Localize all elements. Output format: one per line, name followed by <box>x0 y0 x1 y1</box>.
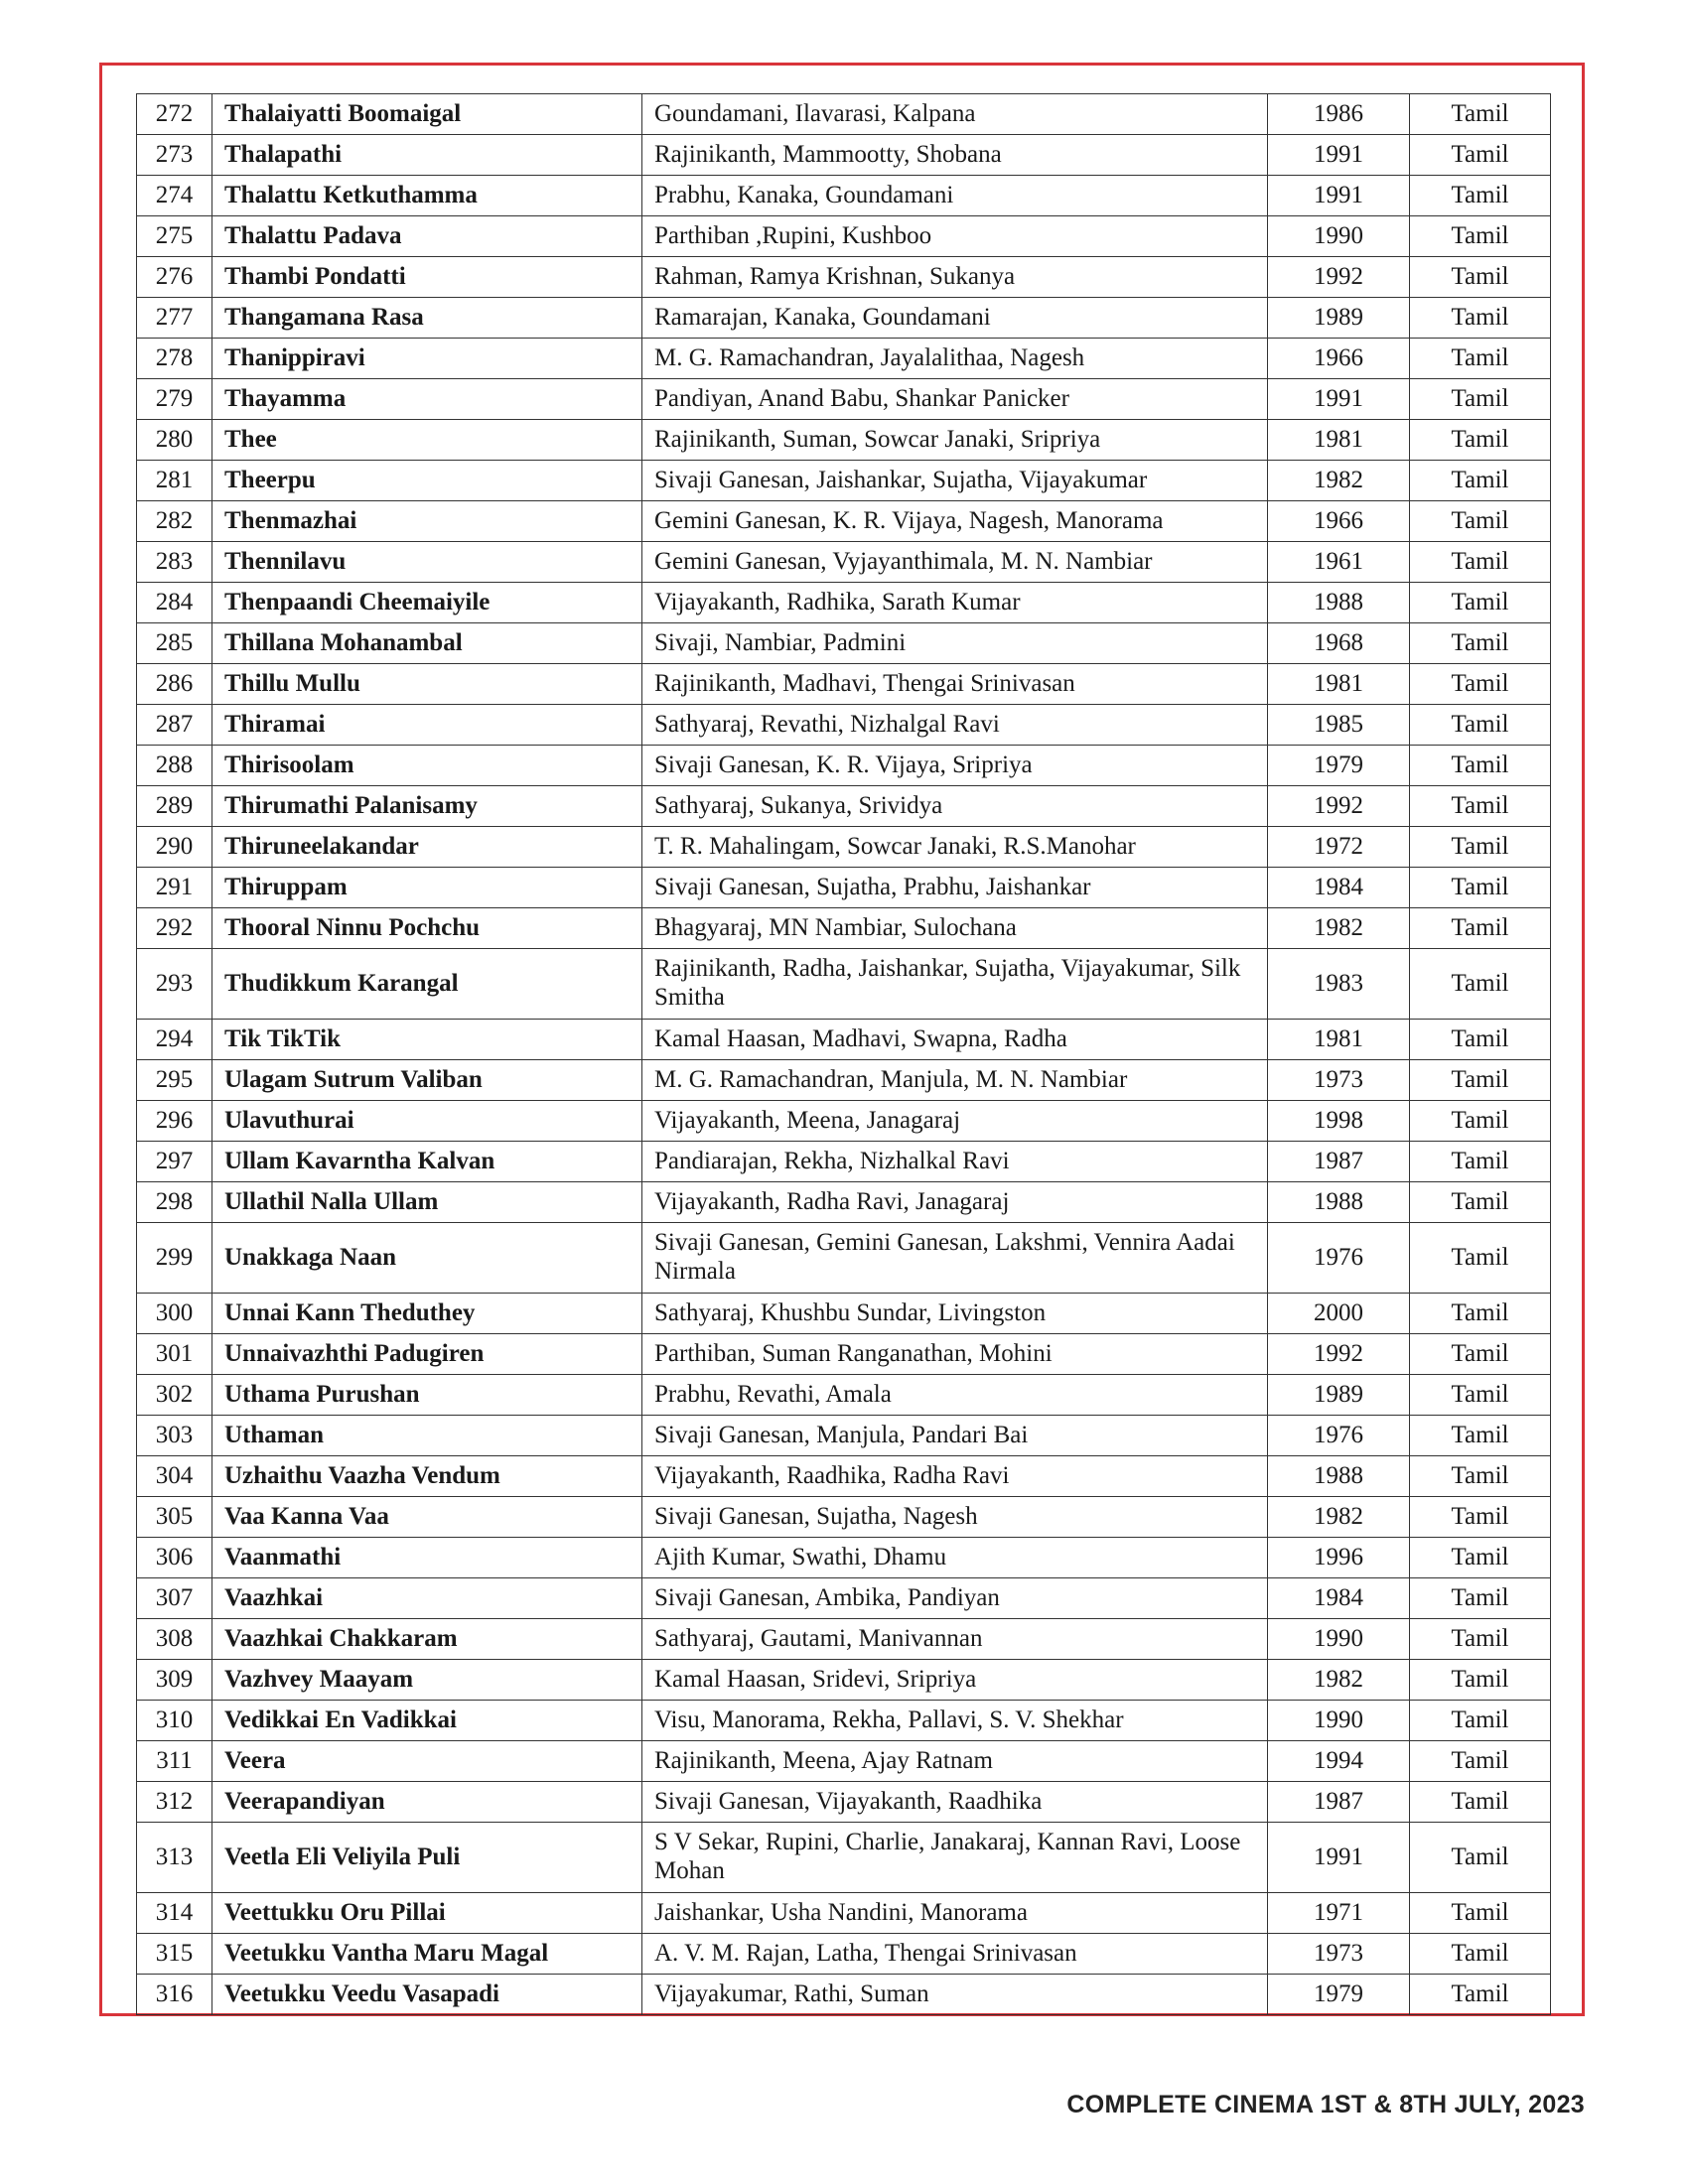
film-title-cell: Veera <box>212 1741 642 1782</box>
film-language-cell: Tamil <box>1410 1660 1551 1701</box>
film-year-cell: 1984 <box>1268 868 1410 908</box>
film-cast-cell: Sathyaraj, Khushbu Sundar, Livingston <box>642 1294 1268 1334</box>
table-row <box>137 501 1551 542</box>
film-cast-cell: Vijayakanth, Meena, Janagaraj <box>642 1101 1268 1142</box>
table-row <box>137 1060 1551 1101</box>
film-year-cell: 1979 <box>1268 746 1410 786</box>
film-cast-cell: Prabhu, Kanaka, Goundamani <box>642 176 1268 216</box>
film-language-cell: Tamil <box>1410 501 1551 542</box>
film-language-cell: Tamil <box>1410 1893 1551 1934</box>
film-title-cell: Thenpaandi Cheemaiyile <box>212 583 642 623</box>
table-row <box>137 216 1551 257</box>
film-language-cell: Tamil <box>1410 1497 1551 1538</box>
film-language-cell: Tamil <box>1410 827 1551 868</box>
table-row <box>137 1893 1551 1934</box>
film-title-cell: Vaa Kanna Vaa <box>212 1497 642 1538</box>
table-row <box>137 1660 1551 1701</box>
table-row <box>137 786 1551 827</box>
film-language-cell: Tamil <box>1410 542 1551 583</box>
film-language-cell: Tamil <box>1410 868 1551 908</box>
table-row <box>137 135 1551 176</box>
film-number-cell: 304 <box>137 1456 212 1497</box>
film-title-cell: Ullathil Nalla Ullam <box>212 1182 642 1223</box>
film-year-cell: 1992 <box>1268 1334 1410 1375</box>
table-row <box>137 1975 1551 2015</box>
film-cast-cell: T. R. Mahalingam, Sowcar Janaki, R.S.Manohar <box>642 827 1268 868</box>
film-number-cell: 297 <box>137 1142 212 1182</box>
film-title-cell: Thirisoolam <box>212 746 642 786</box>
film-cast-cell: M. G. Ramachandran, Manjula, M. N. Nambiar <box>642 1060 1268 1101</box>
film-year-cell: 1998 <box>1268 1101 1410 1142</box>
table-row <box>137 827 1551 868</box>
film-number-cell: 308 <box>137 1619 212 1660</box>
film-title-cell: Unnai Kann Theduthey <box>212 1294 642 1334</box>
film-year-cell: 1982 <box>1268 1660 1410 1701</box>
film-number-cell: 306 <box>137 1538 212 1578</box>
table-row <box>137 1223 1551 1294</box>
film-cast-cell: Rajinikanth, Madhavi, Thengai Srinivasan <box>642 664 1268 705</box>
table-row <box>137 908 1551 949</box>
film-language-cell: Tamil <box>1410 216 1551 257</box>
film-language-cell: Tamil <box>1410 1782 1551 1823</box>
table-row <box>137 1334 1551 1375</box>
table-row <box>137 298 1551 339</box>
table-row <box>137 746 1551 786</box>
film-year-cell: 1982 <box>1268 461 1410 501</box>
film-number-cell: 316 <box>137 1975 212 2015</box>
table-row <box>137 949 1551 1020</box>
film-title-cell: Thalattu Padava <box>212 216 642 257</box>
film-year-cell: 1971 <box>1268 1893 1410 1934</box>
film-cast-cell: Rajinikanth, Suman, Sowcar Janaki, Sripriya <box>642 420 1268 461</box>
film-cast-cell: Ajith Kumar, Swathi, Dhamu <box>642 1538 1268 1578</box>
film-list-body <box>137 94 1551 2015</box>
film-year-cell: 1987 <box>1268 1782 1410 1823</box>
film-number-cell: 280 <box>137 420 212 461</box>
film-cast-cell: Parthiban, Suman Ranganathan, Mohini <box>642 1334 1268 1375</box>
table-row <box>137 705 1551 746</box>
film-title-cell: Thambi Pondatti <box>212 257 642 298</box>
film-language-cell: Tamil <box>1410 1223 1551 1294</box>
film-year-cell: 1991 <box>1268 379 1410 420</box>
film-language-cell: Tamil <box>1410 1538 1551 1578</box>
film-title-cell: Thenmazhai <box>212 501 642 542</box>
table-row <box>137 1101 1551 1142</box>
film-cast-cell: Sivaji Ganesan, Sujatha, Prabhu, Jaishankar <box>642 868 1268 908</box>
film-title-cell: Thalattu Ketkuthamma <box>212 176 642 216</box>
film-year-cell: 1968 <box>1268 623 1410 664</box>
film-language-cell: Tamil <box>1410 583 1551 623</box>
film-cast-cell: Sivaji Ganesan, Jaishankar, Sujatha, Vijayakumar <box>642 461 1268 501</box>
film-cast-cell: Sivaji Ganesan, Manjula, Pandari Bai <box>642 1416 1268 1456</box>
film-year-cell: 1992 <box>1268 257 1410 298</box>
film-number-cell: 295 <box>137 1060 212 1101</box>
film-number-cell: 313 <box>137 1823 212 1893</box>
film-number-cell: 299 <box>137 1223 212 1294</box>
film-language-cell: Tamil <box>1410 705 1551 746</box>
table-row <box>137 623 1551 664</box>
film-language-cell: Tamil <box>1410 786 1551 827</box>
table-row <box>137 1142 1551 1182</box>
film-number-cell: 315 <box>137 1934 212 1975</box>
film-year-cell: 1990 <box>1268 1701 1410 1741</box>
film-number-cell: 283 <box>137 542 212 583</box>
film-cast-cell: Pandiarajan, Rekha, Nizhalkal Ravi <box>642 1142 1268 1182</box>
film-title-cell: Vazhvey Maayam <box>212 1660 642 1701</box>
film-title-cell: Thee <box>212 420 642 461</box>
film-cast-cell: Bhagyaraj, MN Nambiar, Sulochana <box>642 908 1268 949</box>
film-language-cell: Tamil <box>1410 1020 1551 1060</box>
film-title-cell: Veetukku Vantha Maru Magal <box>212 1934 642 1975</box>
film-title-cell: Uzhaithu Vaazha Vendum <box>212 1456 642 1497</box>
film-language-cell: Tamil <box>1410 135 1551 176</box>
film-list-table <box>136 93 1551 2015</box>
film-year-cell: 1981 <box>1268 1020 1410 1060</box>
film-year-cell: 1982 <box>1268 908 1410 949</box>
film-cast-cell: A. V. M. Rajan, Latha, Thengai Srinivasan <box>642 1934 1268 1975</box>
film-language-cell: Tamil <box>1410 746 1551 786</box>
film-title-cell: Thalapathi <box>212 135 642 176</box>
table-row <box>137 1934 1551 1975</box>
film-cast-cell: Sivaji Ganesan, Gemini Ganesan, Lakshmi, Vennira Aadai Nirmala <box>642 1223 1268 1294</box>
film-title-cell: Thanippiravi <box>212 339 642 379</box>
film-language-cell: Tamil <box>1410 1182 1551 1223</box>
film-title-cell: Thiruneelakandar <box>212 827 642 868</box>
footer-publication-line: COMPLETE CINEMA 1ST & 8TH JULY, 2023 <box>1066 2091 1585 2118</box>
film-year-cell: 1973 <box>1268 1060 1410 1101</box>
film-cast-cell: Vijayakanth, Radhika, Sarath Kumar <box>642 583 1268 623</box>
film-title-cell: Thalaiyatti Boomaigal <box>212 94 642 135</box>
film-number-cell: 312 <box>137 1782 212 1823</box>
film-cast-cell: Ramarajan, Kanaka, Goundamani <box>642 298 1268 339</box>
film-year-cell: 1982 <box>1268 1497 1410 1538</box>
film-year-cell: 1987 <box>1268 1142 1410 1182</box>
film-language-cell: Tamil <box>1410 176 1551 216</box>
film-cast-cell: Pandiyan, Anand Babu, Shankar Panicker <box>642 379 1268 420</box>
table-row <box>137 176 1551 216</box>
table-row <box>137 94 1551 135</box>
table-row <box>137 1619 1551 1660</box>
film-title-cell: Uthaman <box>212 1416 642 1456</box>
film-number-cell: 309 <box>137 1660 212 1701</box>
film-cast-cell: Kamal Haasan, Sridevi, Sripriya <box>642 1660 1268 1701</box>
film-cast-cell: Rajinikanth, Mammootty, Shobana <box>642 135 1268 176</box>
film-cast-cell: Rajinikanth, Radha, Jaishankar, Sujatha, Vijayakumar, Silk Smitha <box>642 949 1268 1020</box>
film-title-cell: Thillu Mullu <box>212 664 642 705</box>
film-year-cell: 1979 <box>1268 1975 1410 2015</box>
film-year-cell: 1961 <box>1268 542 1410 583</box>
film-title-cell: Vaanmathi <box>212 1538 642 1578</box>
film-title-cell: Vaazhkai Chakkaram <box>212 1619 642 1660</box>
film-number-cell: 273 <box>137 135 212 176</box>
film-number-cell: 300 <box>137 1294 212 1334</box>
film-title-cell: Uthama Purushan <box>212 1375 642 1416</box>
film-number-cell: 289 <box>137 786 212 827</box>
table-row <box>137 461 1551 501</box>
film-number-cell: 292 <box>137 908 212 949</box>
table-row <box>137 257 1551 298</box>
film-number-cell: 277 <box>137 298 212 339</box>
film-number-cell: 286 <box>137 664 212 705</box>
film-year-cell: 1981 <box>1268 420 1410 461</box>
film-language-cell: Tamil <box>1410 1101 1551 1142</box>
film-number-cell: 285 <box>137 623 212 664</box>
film-cast-cell: Visu, Manorama, Rekha, Pallavi, S. V. Shekhar <box>642 1701 1268 1741</box>
film-language-cell: Tamil <box>1410 420 1551 461</box>
film-year-cell: 1976 <box>1268 1223 1410 1294</box>
film-title-cell: Tik TikTik <box>212 1020 642 1060</box>
table-row <box>137 420 1551 461</box>
film-year-cell: 1990 <box>1268 1619 1410 1660</box>
film-year-cell: 1992 <box>1268 786 1410 827</box>
film-number-cell: 310 <box>137 1701 212 1741</box>
film-language-cell: Tamil <box>1410 664 1551 705</box>
table-row <box>137 868 1551 908</box>
film-cast-cell: M. G. Ramachandran, Jayalalithaa, Nagesh <box>642 339 1268 379</box>
film-title-cell: Thangamana Rasa <box>212 298 642 339</box>
table-row <box>137 1538 1551 1578</box>
film-year-cell: 1976 <box>1268 1416 1410 1456</box>
table-row <box>137 1497 1551 1538</box>
film-title-cell: Thennilavu <box>212 542 642 583</box>
table-row <box>137 583 1551 623</box>
film-language-cell: Tamil <box>1410 94 1551 135</box>
table-row <box>137 664 1551 705</box>
film-title-cell: Theerpu <box>212 461 642 501</box>
film-number-cell: 274 <box>137 176 212 216</box>
film-language-cell: Tamil <box>1410 461 1551 501</box>
film-cast-cell: Vijayakanth, Raadhika, Radha Ravi <box>642 1456 1268 1497</box>
table-row <box>137 339 1551 379</box>
film-language-cell: Tamil <box>1410 1823 1551 1893</box>
film-language-cell: Tamil <box>1410 298 1551 339</box>
film-language-cell: Tamil <box>1410 1334 1551 1375</box>
film-number-cell: 276 <box>137 257 212 298</box>
film-number-cell: 287 <box>137 705 212 746</box>
film-language-cell: Tamil <box>1410 623 1551 664</box>
table-row <box>137 1741 1551 1782</box>
film-year-cell: 2000 <box>1268 1294 1410 1334</box>
film-title-cell: Unakkaga Naan <box>212 1223 642 1294</box>
film-year-cell: 1996 <box>1268 1538 1410 1578</box>
film-year-cell: 1991 <box>1268 176 1410 216</box>
film-language-cell: Tamil <box>1410 1934 1551 1975</box>
film-cast-cell: Parthiban ,Rupini, Kushboo <box>642 216 1268 257</box>
film-number-cell: 311 <box>137 1741 212 1782</box>
film-title-cell: Ullam Kavarntha Kalvan <box>212 1142 642 1182</box>
film-title-cell: Veetla Eli Veliyila Puli <box>212 1823 642 1893</box>
film-year-cell: 1984 <box>1268 1578 1410 1619</box>
film-year-cell: 1973 <box>1268 1934 1410 1975</box>
film-cast-cell: Gemini Ganesan, K. R. Vijaya, Nagesh, Manorama <box>642 501 1268 542</box>
film-year-cell: 1972 <box>1268 827 1410 868</box>
film-language-cell: Tamil <box>1410 1294 1551 1334</box>
film-number-cell: 272 <box>137 94 212 135</box>
table-row <box>137 1182 1551 1223</box>
film-title-cell: Thillana Mohanambal <box>212 623 642 664</box>
film-number-cell: 279 <box>137 379 212 420</box>
film-language-cell: Tamil <box>1410 1701 1551 1741</box>
film-number-cell: 314 <box>137 1893 212 1934</box>
film-language-cell: Tamil <box>1410 339 1551 379</box>
film-cast-cell: Sivaji Ganesan, Sujatha, Nagesh <box>642 1497 1268 1538</box>
table-row <box>137 1782 1551 1823</box>
film-year-cell: 1966 <box>1268 339 1410 379</box>
film-cast-cell: Rahman, Ramya Krishnan, Sukanya <box>642 257 1268 298</box>
film-cast-cell: Sivaji Ganesan, Ambika, Pandiyan <box>642 1578 1268 1619</box>
table-row <box>137 1701 1551 1741</box>
table-row <box>137 1456 1551 1497</box>
film-year-cell: 1991 <box>1268 1823 1410 1893</box>
film-language-cell: Tamil <box>1410 1456 1551 1497</box>
film-cast-cell: Sivaji, Nambiar, Padmini <box>642 623 1268 664</box>
film-language-cell: Tamil <box>1410 1619 1551 1660</box>
film-title-cell: Thiramai <box>212 705 642 746</box>
film-year-cell: 1981 <box>1268 664 1410 705</box>
film-language-cell: Tamil <box>1410 908 1551 949</box>
film-number-cell: 301 <box>137 1334 212 1375</box>
film-year-cell: 1986 <box>1268 94 1410 135</box>
film-title-cell: Ulagam Sutrum Valiban <box>212 1060 642 1101</box>
film-title-cell: Vedikkai En Vadikkai <box>212 1701 642 1741</box>
film-number-cell: 284 <box>137 583 212 623</box>
film-number-cell: 303 <box>137 1416 212 1456</box>
film-cast-cell: Sivaji Ganesan, Vijayakanth, Raadhika <box>642 1782 1268 1823</box>
film-number-cell: 293 <box>137 949 212 1020</box>
film-year-cell: 1991 <box>1268 135 1410 176</box>
film-number-cell: 294 <box>137 1020 212 1060</box>
film-language-cell: Tamil <box>1410 1142 1551 1182</box>
film-year-cell: 1990 <box>1268 216 1410 257</box>
film-title-cell: Unnaivazhthi Padugiren <box>212 1334 642 1375</box>
table-row <box>137 1020 1551 1060</box>
film-year-cell: 1988 <box>1268 583 1410 623</box>
film-cast-cell: Sathyaraj, Sukanya, Srividya <box>642 786 1268 827</box>
film-year-cell: 1989 <box>1268 298 1410 339</box>
film-number-cell: 307 <box>137 1578 212 1619</box>
film-cast-cell: Goundamani, Ilavarasi, Kalpana <box>642 94 1268 135</box>
film-title-cell: Thayamma <box>212 379 642 420</box>
film-title-cell: Veerapandiyan <box>212 1782 642 1823</box>
film-year-cell: 1966 <box>1268 501 1410 542</box>
film-number-cell: 302 <box>137 1375 212 1416</box>
film-language-cell: Tamil <box>1410 1578 1551 1619</box>
table-row <box>137 379 1551 420</box>
film-number-cell: 298 <box>137 1182 212 1223</box>
film-title-cell: Veettukku Oru Pillai <box>212 1893 642 1934</box>
film-title-cell: Thooral Ninnu Pochchu <box>212 908 642 949</box>
film-number-cell: 275 <box>137 216 212 257</box>
table-row <box>137 1375 1551 1416</box>
table-row <box>137 1416 1551 1456</box>
film-title-cell: Thiruppam <box>212 868 642 908</box>
film-cast-cell: Sivaji Ganesan, K. R. Vijaya, Sripriya <box>642 746 1268 786</box>
film-number-cell: 278 <box>137 339 212 379</box>
film-title-cell: Thirumathi Palanisamy <box>212 786 642 827</box>
table-row <box>137 1578 1551 1619</box>
film-number-cell: 288 <box>137 746 212 786</box>
film-title-cell: Thudikkum Karangal <box>212 949 642 1020</box>
film-cast-cell: Kamal Haasan, Madhavi, Swapna, Radha <box>642 1020 1268 1060</box>
film-title-cell: Ulavuthurai <box>212 1101 642 1142</box>
film-language-cell: Tamil <box>1410 257 1551 298</box>
film-language-cell: Tamil <box>1410 1060 1551 1101</box>
film-language-cell: Tamil <box>1410 1416 1551 1456</box>
film-year-cell: 1988 <box>1268 1182 1410 1223</box>
film-language-cell: Tamil <box>1410 949 1551 1020</box>
film-number-cell: 282 <box>137 501 212 542</box>
film-number-cell: 281 <box>137 461 212 501</box>
film-year-cell: 1988 <box>1268 1456 1410 1497</box>
film-cast-cell: Prabhu, Revathi, Amala <box>642 1375 1268 1416</box>
film-number-cell: 290 <box>137 827 212 868</box>
table-row <box>137 542 1551 583</box>
film-language-cell: Tamil <box>1410 1375 1551 1416</box>
film-language-cell: Tamil <box>1410 1975 1551 2015</box>
film-number-cell: 305 <box>137 1497 212 1538</box>
film-title-cell: Veetukku Veedu Vasapadi <box>212 1975 642 2015</box>
table-row <box>137 1294 1551 1334</box>
film-number-cell: 291 <box>137 868 212 908</box>
film-number-cell: 296 <box>137 1101 212 1142</box>
film-year-cell: 1985 <box>1268 705 1410 746</box>
film-cast-cell: S V Sekar, Rupini, Charlie, Janakaraj, Kannan Ravi, Loose Mohan <box>642 1823 1268 1893</box>
film-language-cell: Tamil <box>1410 1741 1551 1782</box>
film-year-cell: 1989 <box>1268 1375 1410 1416</box>
film-year-cell: 1994 <box>1268 1741 1410 1782</box>
film-cast-cell: Gemini Ganesan, Vyjayanthimala, M. N. Nambiar <box>642 542 1268 583</box>
film-year-cell: 1983 <box>1268 949 1410 1020</box>
film-cast-cell: Sathyaraj, Gautami, Manivannan <box>642 1619 1268 1660</box>
film-cast-cell: Vijayakumar, Rathi, Suman <box>642 1975 1268 2015</box>
film-title-cell: Vaazhkai <box>212 1578 642 1619</box>
film-cast-cell: Sathyaraj, Revathi, Nizhalgal Ravi <box>642 705 1268 746</box>
film-cast-cell: Jaishankar, Usha Nandini, Manorama <box>642 1893 1268 1934</box>
film-cast-cell: Rajinikanth, Meena, Ajay Ratnam <box>642 1741 1268 1782</box>
table-row <box>137 1823 1551 1893</box>
film-cast-cell: Vijayakanth, Radha Ravi, Janagaraj <box>642 1182 1268 1223</box>
film-language-cell: Tamil <box>1410 379 1551 420</box>
